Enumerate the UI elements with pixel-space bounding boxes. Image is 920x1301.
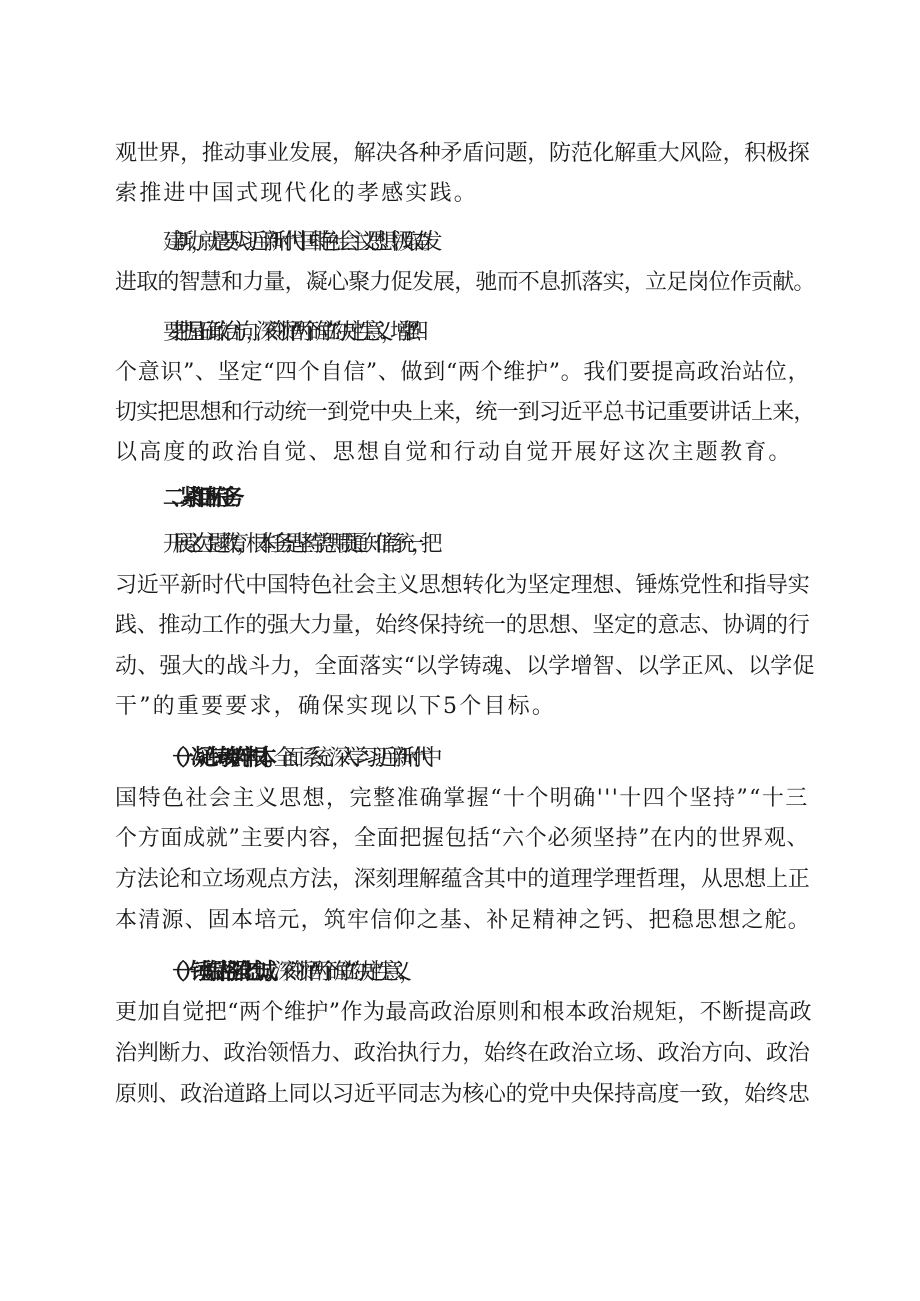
paragraph-2-line-2: 进取的智慧和力量，凝心聚力促发展，驰而不息抓落实，立足岗位作贡献。 (115, 270, 815, 295)
paragraph-3-line-1: 要把握正确政治方向，深刻领悟“两个确立”的决定性意义，增强“四 (163, 320, 416, 345)
paragraph-6-line-3: 治判断力、政治领悟力、政治执行力，始终在政治立场、政治方向、政治 (115, 1041, 810, 1066)
paragraph-2-line-1: 建新功，就是要从习近平新时代中国特色社会主义思想中汲取奋发 (163, 230, 430, 255)
paragraph-3-line-4: 以高度的政治自觉、思想自觉和行动自觉开展好这次主题教育。 (115, 440, 793, 465)
paragraph-4-line-5: 干”的重要要求，确保实现以下5个目标。 (115, 694, 557, 719)
paragraph-4-line-4: 动、强大的战斗力，全面落实“以学铸魂、以学增智、以学正风、以学促 (115, 654, 815, 679)
paragraph-4-line-3: 践、推动工作的强大力量，始终保持统一的思想、坚定的意志、协调的行 (115, 613, 810, 638)
paragraph-4-line-1: 开展这次主题教育，根本任务是坚持学思用贯通、知信行统一，把 (163, 532, 430, 557)
paragraph-3-line-2: 个意识”、坚定“四个自信”、做到“两个维护”。我们要提高政治站位， (115, 360, 811, 385)
paragraph-5-line-3: 个方面成就”主要内容，全面把握包括“六个必须坚持”在内的世界观、 (115, 826, 810, 851)
paragraph-5-bold-lead: （一）凝心铸魂筑牢根本。 (163, 745, 274, 771)
paragraph-5-line-4: 方法论和立场观点方法，深刻理解蕴含其中的道理学理哲理，从思想上正 (115, 867, 810, 892)
paragraph-6-line-4: 原则、政治道路上同以习近平同志为核心的党中央保持高度一致，始终忠 (115, 1082, 810, 1107)
paragraph-1-line-2: 索推进中国式现代化的孝感实践。 (115, 181, 479, 206)
paragraph-6-first-line-rest: 深刻领悟“两个确立”的决定性意义， (273, 960, 409, 985)
paragraph-4-line-2: 习近平新时代中国特色社会主义思想转化为坚定理想、锤炼党性和指导实 (115, 573, 810, 598)
paragraph-5-line-5: 本清源、固本培元，筑牢信仰之基、补足精神之钙、把稳思想之舵。 (115, 908, 812, 933)
paragraph-5-line-1 (163, 743, 863, 774)
paragraph-6-bold-lead: （一）锤炼品格强化忠诚。 (163, 959, 274, 985)
paragraph-6-line-2: 更加自觉把“两个维护”作为最高政治原则和根本政治规矩，不断提高政 (115, 1000, 812, 1025)
section-heading: 二、紧扣目标任务 (163, 486, 232, 511)
paragraph-5-line-2: 国特色社会主义思想，完整准确掌握“十个明确'''十四个坚持”“十三 (115, 786, 809, 811)
paragraph-3-line-3: 切实把思想和行动统一到党中央上来，统一到习近平总书记重要讲话上来， (115, 400, 815, 425)
paragraph-5-first-line-rest: 全面、系统、深入学习习近平新时代中 (273, 746, 430, 771)
paragraph-1-line-1: 观世界，推动事业发展，解决各种矛盾问题，防范化解重大风险，积极探 (115, 141, 810, 166)
paragraph-6-line-1 (163, 957, 863, 988)
